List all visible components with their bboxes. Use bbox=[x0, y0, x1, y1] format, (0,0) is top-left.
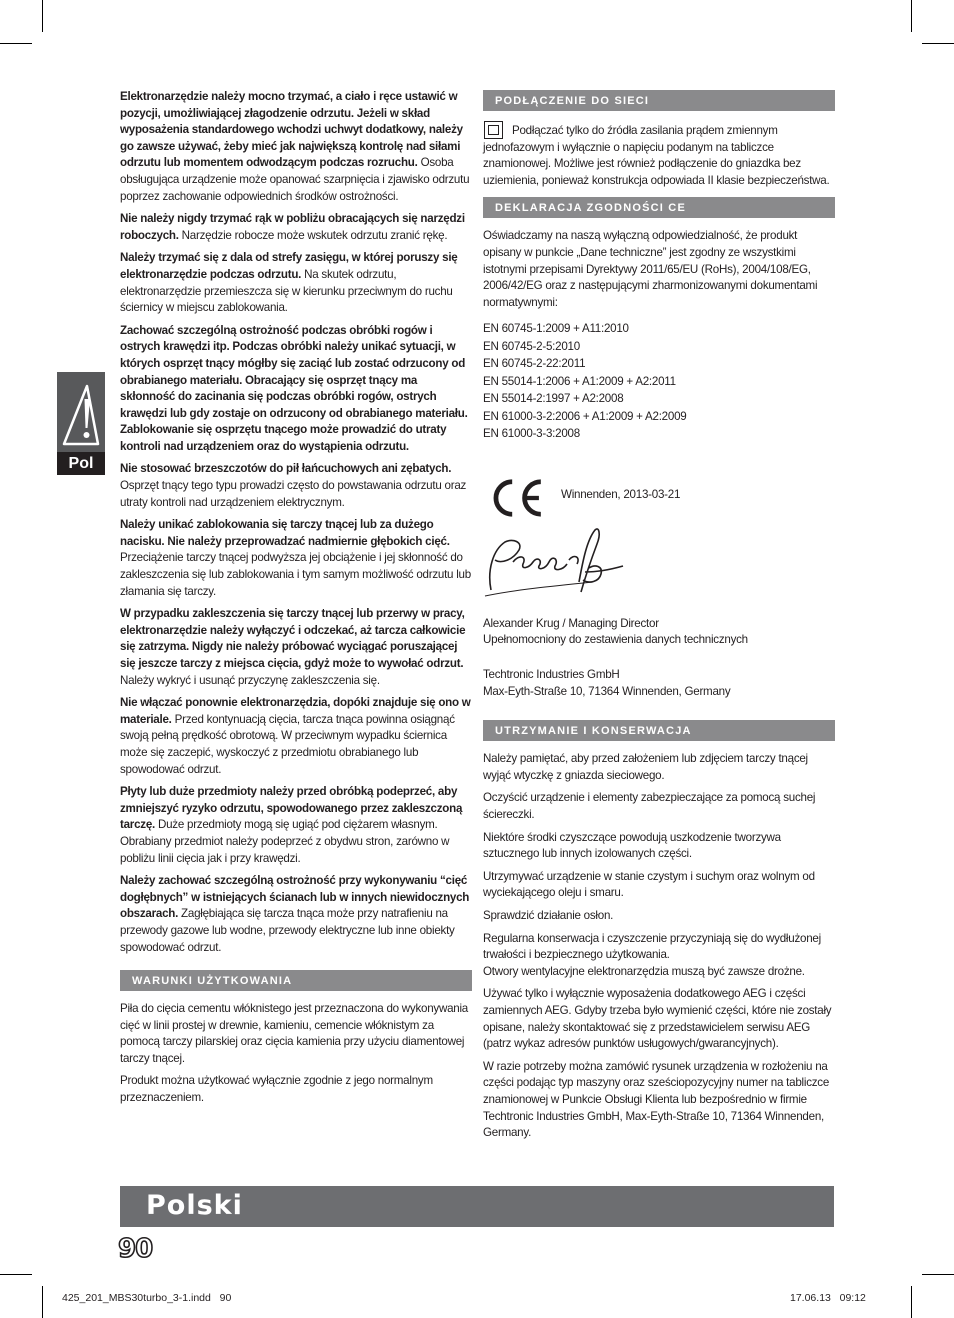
standard-item: EN 61000-3-2:2006 + A1:2009 + A2:2009 bbox=[483, 409, 687, 423]
safety-paragraph bbox=[120, 784, 472, 867]
ce-mark-icon bbox=[487, 477, 545, 519]
place-date: Winnenden, 2013-03-21 bbox=[561, 487, 681, 501]
safety-paragraph bbox=[120, 250, 472, 316]
safety-bold: Elektronarzędzie należy mocno trzymać, a ciało i ręce ustawić w pozycji, umożliwiającej złagodzenie odrzutu. Jeżeli w skład wyposażenia standardowego wchodzi uchwyt dodatkowy, należy go zawsze używać, żeby mieć jak największą kontrolę nad siłami odrzutu lub momentem odwodzącym podczas rozruchu. bbox=[120, 90, 463, 170]
maintenance-text: Otwory wentylacyjne elektronarzędzia muszą być zawsze drożne. bbox=[483, 964, 805, 978]
warning-triangle-icon bbox=[57, 372, 105, 452]
page-number: 90 bbox=[118, 1234, 153, 1264]
safety-bold: Płyty lub duże przedmioty należy przed obróbką podeprzeć, aby zmniejszyć ryzyko odrzutu, spowodowanego przez zakleszczoną tarczę. bbox=[120, 785, 463, 832]
safety-bold: Nie stosować brzeszczotów do pił łańcuchowych ani zębatych. bbox=[120, 462, 452, 476]
mains-paragraph bbox=[483, 121, 835, 189]
safety-bold: W przypadku zakleszczenia się tarczy tnącej lub przerwy w pracy, elektronarzędzie należy wyłączyć i odczekać, aż tarcza całkowicie się zatrzyma. Nigdy nie należy próbować wyciągać poruszającej się jeszcze tarczy z miejsca cięcia, gdyż może to wywołać odrzut. bbox=[120, 607, 466, 670]
safety-bold: Należy unikać zablokowania się tarczy tnącej lub za dużego nacisku. Nie należy przeprowadzać nadmiernie głębokich cięć. bbox=[120, 518, 450, 548]
maintenance-paragraph: Oczyścić urządzenie i elementy zabezpieczające za pomocą suchej ściereczki. bbox=[483, 791, 816, 821]
banner-title: Polski bbox=[146, 1190, 243, 1221]
maintenance-paragraph: Niektóre środki czyszczące powodują uszkodzenie tworzywa sztucznego lub innych izolowanych części. bbox=[483, 830, 781, 861]
standard-item: EN 55014-2:1997 + A2:2008 bbox=[483, 392, 624, 406]
maintenance-text: Regularna konserwacja i czyszczenie przyczyniają się do wydłużonej trwałości i bezpiecznego użytkowania. bbox=[483, 931, 821, 962]
usage-paragraph: Piła do cięcia cementu włóknistego jest przeznaczona do wykonywania cięć w linii prostej w drewnie, kamieniu, cemencie włóknistym za pomocą tarczy pilarskiej oraz cięcia kamienia przy użyciu diamentowej tarczy tnącej. bbox=[120, 1002, 469, 1065]
footer-file: 425_201_MBS30turbo_3-1.indd 90 bbox=[62, 1292, 232, 1304]
footer-date: 17.06.13 09:12 bbox=[790, 1292, 866, 1304]
company-address: Max-Eyth-Straße 10, 71364 Winnenden, Germany bbox=[483, 684, 731, 698]
safety-bold: Nie należy nigdy trzymać rąk w pobliżu obracających się narzędzi roboczych. bbox=[120, 212, 465, 242]
language-tab bbox=[57, 372, 105, 475]
safety-text: Osprzęt tnący tego typu prowadzi często do powstawania odrzutu oraz utraty kontroli nad urządzeniem elektrycznym. bbox=[120, 479, 467, 509]
authorized-person: Upełnomocniony do zestawienia danych technicznych bbox=[483, 633, 748, 647]
safety-paragraph bbox=[120, 606, 472, 689]
left-column bbox=[120, 89, 472, 1113]
safety-paragraph bbox=[120, 211, 472, 244]
crop-mark bbox=[911, 0, 912, 32]
safety-paragraph bbox=[120, 517, 472, 600]
crop-mark bbox=[0, 1274, 32, 1275]
safety-bold: Należy zachować szczególną ostrożność przy wykonywaniu “cięć dogłębnych” w istniejących ścianach lub w innych niewidocznych obszarach. bbox=[120, 874, 470, 921]
standard-item: EN 60745-2-5:2010 bbox=[483, 339, 580, 353]
safety-text: Duże przedmioty mogą się ugiąć pod ciężarem własnym. Obrabiany przedmiot należy podeprzeć z obydwu stron, zarówno w pobliżu linii cięcia jak i przy krawędzi. bbox=[120, 818, 450, 865]
safety-bold: Zachować szczególną ostrożność podczas obróbki rogów i ostrych krawędzi itp. Podczas obróbki należy unikać sytuacji, w których osprzęt tnący mógłby się zaciąć lub zostać odrzucony od obrabianego materiału. Obracający się osprzęt tnący ma skłonność do zacinania się podczas obróbki rogów, ostrych krawędzi lub gdy zostaje on odrzucony od obrabianego materiału. Zablokowanie się osprzętu tnącego może prowadzić do utraty kontroli nad urządzeniem oraz do wystąpienia odrzutu. bbox=[120, 323, 468, 453]
safety-text: Przed kontynuacją cięcia, tarcza tnąca powinna osiągnąć swoją pełną prędkość obrotową. W przeciwnym wypadku ściernica może się zaczepić, wyskoczyć z przedmiotu obrabianego lub spowodować odrzut. bbox=[120, 712, 455, 776]
safety-bold: Należy trzymać się z dala od strefy zasięgu, w której poruszy się elektronarzędzie podczas odrzutu. bbox=[120, 251, 458, 281]
safety-paragraph bbox=[120, 461, 472, 511]
crop-mark bbox=[42, 0, 43, 32]
standard-item: EN 55014-1:2006 + A1:2009 + A2:2011 bbox=[483, 374, 676, 388]
safety-text: Na skutek odrzutu, elektronarzędzie przemieszcza się w kierunku przeciwnym do ruchu ściernicy w miejscu zablokowania. bbox=[120, 267, 453, 315]
maintenance-paragraph: Używać tylko i wyłącznie wyposażenia dodatkowego AEG i części zamiennych AEG. Gdyby trzeba było wymienić części, które nie zostały opisane, należy skontaktować się z przedstawicielem serwisu AEG (patrz wykaz adresów punktów usługowych/gwarancyjnych). bbox=[483, 987, 832, 1051]
safety-paragraph bbox=[120, 323, 472, 456]
right-column bbox=[483, 90, 835, 1148]
crop-mark bbox=[922, 43, 954, 44]
declaration-paragraph: Oświadczamy na naszą wyłączną odpowiedzialność, że produkt opisany w punkcie „Dane techniczne” jest zgodny ze wszystkimi istotnymi przepisami Dyrektywy 2011/65/EU (RoHs), 2004/108/EG, 2006/42/EG oraz z następującymi zharmonizowanymi dokumentami normatywnymi: bbox=[483, 229, 818, 309]
section-heading-usage: WARUNKI UŻYTKOWANIA bbox=[120, 970, 472, 991]
signature-image bbox=[483, 519, 633, 601]
standard-item: EN 61000-3-3:2008 bbox=[483, 427, 580, 441]
safety-bold: Nie włączać ponownie elektronarzędzia, dopóki znajduje się ono w materiale. bbox=[120, 696, 471, 726]
safety-text: Przeciążenie tarczy tnącej podwyższa jej obciążenie i jej skłonność do zakleszczenia się lub zablokowania i tym samym możliwość odrzutu lub złamania się tarczy. bbox=[120, 551, 471, 598]
section-heading-declaration: DEKLARACJA ZGODNOŚCI CE bbox=[483, 197, 835, 218]
safety-paragraph bbox=[120, 695, 472, 778]
maintenance-paragraph: Sprawdzić działanie osłon. bbox=[483, 908, 614, 922]
maintenance-paragraph: Utrzymywać urządzenie w stanie czystym i suchym oraz wolnym od wyciekającego oleju i smaru. bbox=[483, 869, 815, 900]
section-heading-mains: PODŁĄCZENIE DO SIECI bbox=[483, 90, 835, 111]
language-tab-label: Pol bbox=[57, 452, 105, 475]
maintenance-paragraph: W razie potrzeby można zamówić rysunek urządzenia w rozłożeniu na części podając typ maszyny oraz sześciopozycyjny numer na tabliczce znamionowej w Punkcie Obsługi Klienta lub bezpośrednio w firmie Techtronic Industries GmbH, Max-Eyth-Straße 10, 71364 Winnenden, Germany. bbox=[483, 1059, 830, 1140]
safety-paragraph bbox=[120, 89, 472, 205]
signer-name: Alexander Krug / Managing Director bbox=[483, 616, 659, 630]
standards-list bbox=[483, 320, 835, 443]
company-name: Techtronic Industries GmbH bbox=[483, 668, 620, 682]
standard-item: EN 60745-1:2009 + A11:2010 bbox=[483, 322, 629, 336]
standard-item: EN 60745-2-22:2011 bbox=[483, 357, 586, 371]
crop-mark bbox=[922, 1274, 954, 1275]
crop-mark bbox=[0, 43, 32, 44]
double-insulation-icon bbox=[484, 121, 503, 139]
maintenance-paragraph bbox=[483, 931, 835, 981]
crop-mark bbox=[911, 1286, 912, 1318]
maintenance-paragraph: Należy pamiętać, aby przed założeniem lub zdjęciem tarczy tnącej wyjąć wtyczkę z gniazda sieciowego. bbox=[483, 752, 808, 782]
crop-mark bbox=[42, 1286, 43, 1318]
mains-text: Podłączać tylko do źródła zasilania prądem zmiennym jednofazowym i wyłącznie o napięciu podanym na tabliczce znamionowej. Możliwe jest również podłączenie do gniazdka bez uziemienia, ponieważ konstrukcja odpowiada II klasie bezpieczeństwa. bbox=[483, 124, 830, 187]
section-heading-maintenance: UTRZYMANIE I KONSERWACJA bbox=[483, 720, 835, 741]
safety-text: Należy wykryć i usunąć przyczynę zakleszczenia się. bbox=[120, 673, 380, 687]
ce-signature-block bbox=[483, 459, 835, 624]
safety-text: Narzędzie robocze może wskutek odrzutu zranić rękę. bbox=[178, 228, 448, 242]
safety-text: Zagłębiająca się tarcza tnąca może przy natrafieniu na przewody gazowe lub wodne, przewody elektryczne lub inne obiekty spowodować odrzut. bbox=[120, 907, 455, 954]
safety-text: Osoba obsługująca urządzenie może opanować szarpnięcia i zjawisko odrzutu poprzez zachowanie odpowiednich środków ostrożności. bbox=[120, 156, 470, 203]
language-banner bbox=[120, 1186, 834, 1227]
usage-paragraph: Produkt można użytkować wyłącznie zgodnie z jego normalnym przeznaczeniem. bbox=[120, 1074, 433, 1105]
safety-paragraph bbox=[120, 873, 472, 956]
